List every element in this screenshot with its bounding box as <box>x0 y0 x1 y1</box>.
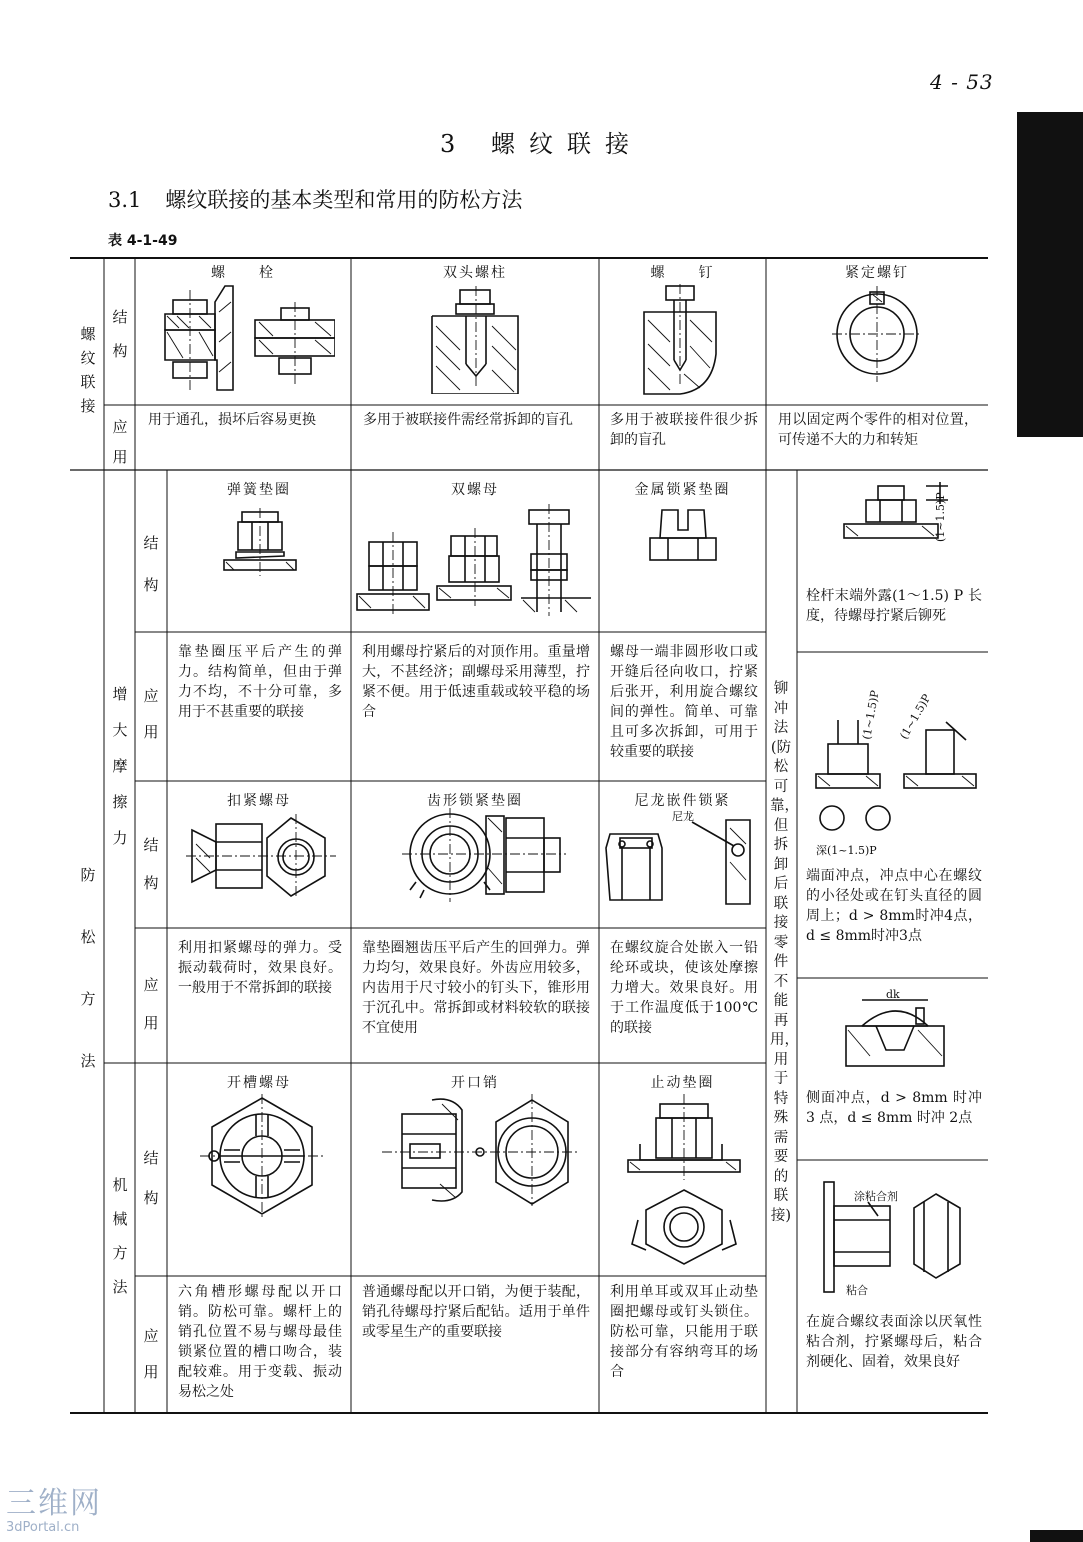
cell-title: 弹簧垫圈 <box>227 482 291 498</box>
dimension-label: dk <box>886 988 900 1001</box>
bolt-figure <box>155 282 335 394</box>
row-label-structure: 结构 <box>143 836 159 892</box>
row-label-mechanical: 机械方法 <box>112 1176 128 1296</box>
dimension-label: (1~1.5)P <box>934 492 947 542</box>
nylon-label: 尼龙 <box>672 810 694 823</box>
cell-title: 金属锁紧垫圈 <box>634 482 731 498</box>
watermark-line2: 3dPortal.cn <box>6 1520 80 1535</box>
screw-figure <box>640 284 722 396</box>
bond-label: 粘合 <box>846 1284 868 1297</box>
cell-text: 利用扣紧螺母的弹力。受振动载荷时，效果良好。一般用于不常拆卸的联接 <box>178 940 342 996</box>
cell-title: 齿形锁紧垫圈 <box>427 793 523 809</box>
metal-lock-washer-figure <box>648 508 718 562</box>
dimension-label: (1~1.5)P <box>897 691 934 742</box>
clamp-nut-figure <box>186 814 336 898</box>
row-label-riveting: 铆冲法(防松可靠，但拆卸后联接零件不能再用，用于特殊需要的联接) <box>770 681 799 1224</box>
cell-title: 双螺母 <box>451 482 499 498</box>
spring-washer-figure <box>220 508 300 576</box>
cell-text: 用以固定两个零件的相对位置，可传递不大的力和转矩 <box>778 412 978 448</box>
cell-text: 靠垫圈翘齿压平后产生的回弹力。弹力均匀，效果良好。外齿应用较多，内齿用于尺寸较小的钉头下，锥形用于沉孔中。常拆卸或材料较软的联接不宜使用 <box>362 940 590 1036</box>
cell-text: 在旋合螺纹表面涂以厌氧性粘合剂，拧紧螺母后，粘合剂硬化、固着，效果良好 <box>806 1314 982 1370</box>
stud-figure <box>430 286 522 394</box>
cell-text: 栓杆末端外露(1～1.5) P 长度，待螺母拧紧后铆死 <box>806 588 982 624</box>
tooth-lock-washer-figure <box>402 808 566 902</box>
section-number: 3.1 <box>108 188 142 212</box>
row-label-application: 应用 <box>143 687 159 741</box>
watermark-logo <box>6 1488 106 1538</box>
adhesive-figure <box>808 1176 978 1298</box>
chapter-title: 3 螺纹联接 <box>440 130 643 158</box>
watermark-line1: 三维网 <box>6 1486 102 1521</box>
section-heading: 螺纹联接的基本类型和常用的防松方法 <box>165 188 523 212</box>
set-screw-figure <box>832 286 922 382</box>
cotter-pin-figure <box>382 1094 578 1206</box>
cell-text: 六角槽形螺母配以开口销。防松可靠。螺杆上的销孔位置不易与螺母最佳锁紧位置的槽口吻合，装配较难。用于变载、振动易松之处 <box>178 1284 342 1400</box>
double-nut-figure <box>355 502 595 618</box>
side-punch-figure <box>840 986 950 1070</box>
riveted-end-figure <box>836 480 956 560</box>
slotted-nut-figure <box>200 1094 324 1218</box>
cell-title: 螺 钉 <box>650 265 715 281</box>
cell-title: 扣紧螺母 <box>227 793 291 809</box>
cell-text: 利用单耳或双耳止动垫圈把螺母或钉头锁住。防松可靠，只能用于联接部分有容纳弯耳的场合 <box>610 1284 758 1380</box>
nylon-insert-figure <box>602 808 760 908</box>
tab-washer-figure <box>622 1094 748 1270</box>
cell-text: 普通螺母配以开口销，为便于装配，销孔待螺母拧紧后配钻。适用于单件或零星生产的重要联接 <box>362 1284 590 1340</box>
cell-title: 止动垫圈 <box>650 1075 715 1091</box>
cell-text: 螺母一端非圆形收口或开缝后径向收口，拧紧后张开，利用旋合螺纹间的弹性。简单、可靠且可多次拆卸，可用于较重要的联接 <box>610 644 758 760</box>
row-label-friction: 增大摩擦力 <box>112 685 128 847</box>
row-label-structure: 结构 <box>143 1149 159 1207</box>
cell-text: 在螺纹旋合处嵌入一铅纶环或块，使该处摩擦力增大。效果良好。用于工作温度低于100℃的联接 <box>610 940 758 1036</box>
cell-title: 尼龙嵌件锁紧 <box>634 793 731 809</box>
row-label-structure: 结构 <box>143 534 159 594</box>
cell-text: 靠垫圈压平后产生的弹力。结构简单，但由于弹力不均，不十分可靠，多用于不甚重要的联接 <box>178 644 342 720</box>
page-number: 4 - 53 <box>930 70 994 94</box>
row-label-anti-loosening: 防松方法 <box>80 866 96 1070</box>
cell-text: 多用于被联接件很少拆卸的盲孔 <box>610 412 758 448</box>
cell-text: 利用螺母拧紧后的对顶作用。重量增大，不甚经济；副螺母采用薄型，拧紧不便。用于低速重载或较平稳的场合 <box>362 644 590 720</box>
row-label-thread-connection: 螺纹联接 <box>80 325 96 415</box>
cell-title: 开口销 <box>451 1075 499 1091</box>
table-label: 表 4-1-49 <box>108 233 178 249</box>
row-label-application: 应用 <box>143 976 159 1032</box>
row-label-structure: 结构 <box>112 308 128 360</box>
cell-title: 紧定螺钉 <box>845 265 909 281</box>
row-label-application: 应用 <box>112 418 128 466</box>
dimension-label: (1~1.5)P <box>860 689 882 741</box>
end-punch-figure <box>806 660 982 860</box>
cell-title: 双头螺柱 <box>443 265 507 281</box>
row-label-application: 应用 <box>143 1327 159 1381</box>
cell-title: 开槽螺母 <box>227 1075 291 1091</box>
dimension-label: 深(1~1.5)P <box>816 844 877 857</box>
cell-title: 螺 栓 <box>211 265 275 281</box>
corner-mark <box>1030 1530 1083 1542</box>
adhesive-label: 涂粘合剂 <box>854 1190 898 1203</box>
cell-text: 端面冲点，冲点中心在螺纹的小径处或在钉头直径的圆周上；d > 8mm时冲4点，d ≤ 8mm时冲3点 <box>806 868 982 944</box>
cell-text: 用于通孔，损坏后容易更换 <box>148 412 316 428</box>
cell-text: 侧面冲点，d > 8mm 时冲 3 点，d ≤ 8mm 时冲 2点 <box>806 1090 982 1126</box>
cell-text: 多用于被联接件需经常拆卸的盲孔 <box>363 412 573 428</box>
